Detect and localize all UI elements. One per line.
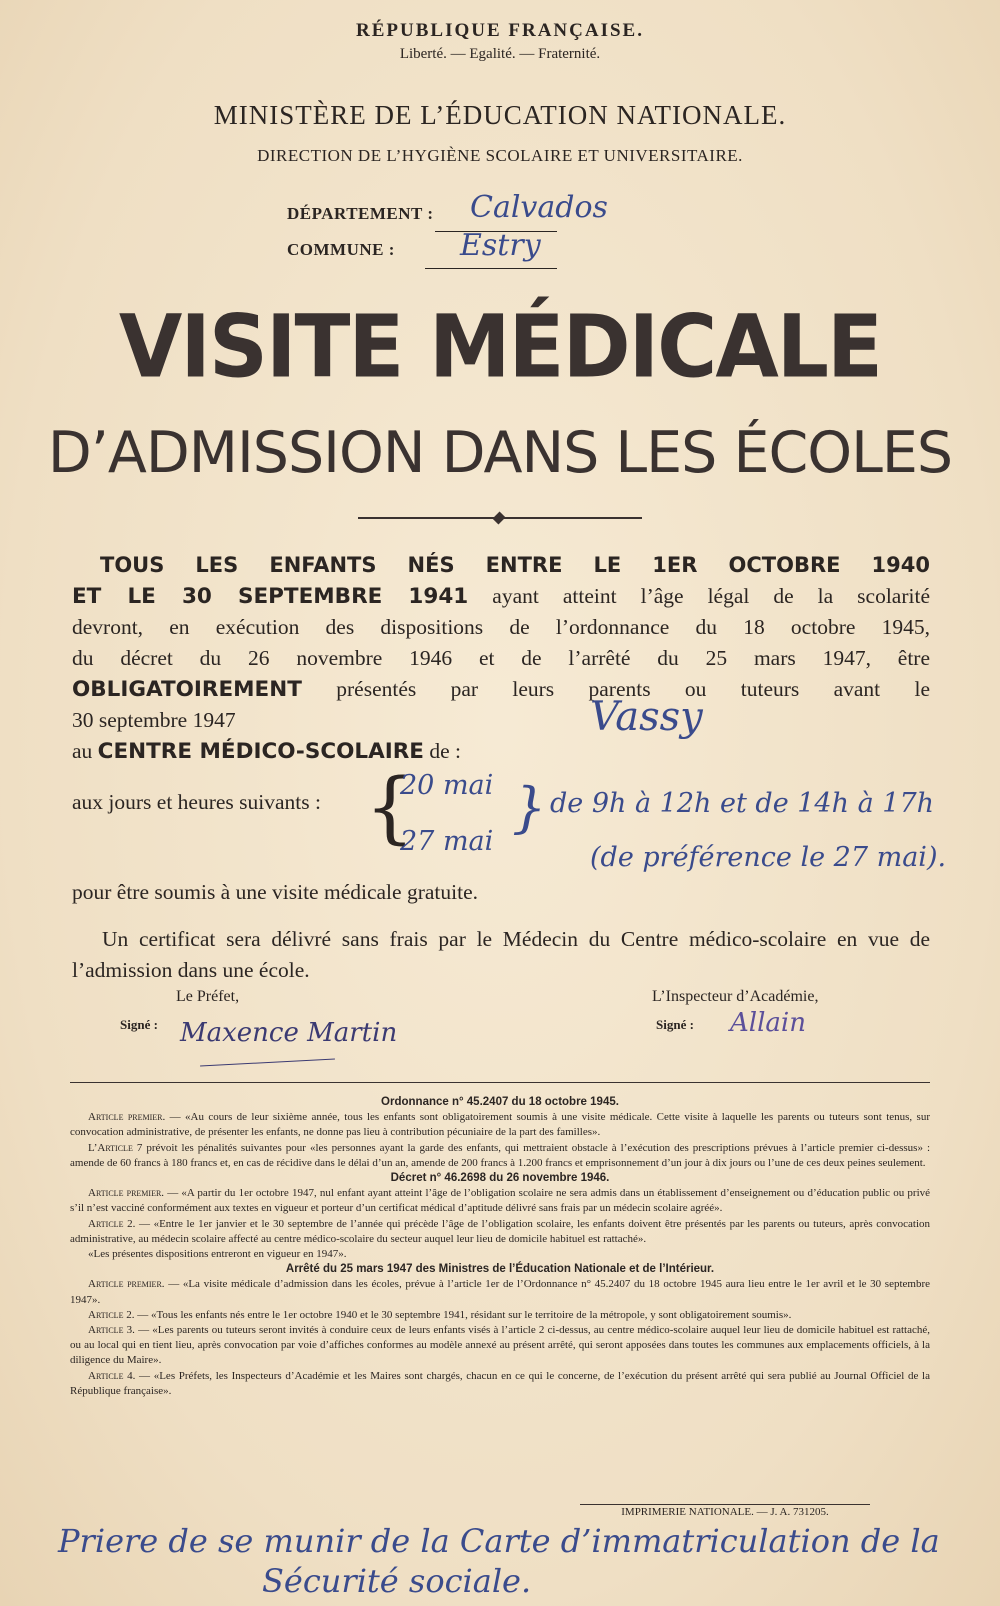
article-text: — «Au cours de leur sixième année, tous les enfants sont obligatoirement soumis à une visite médicale. Cette visite à laquelle les parents ou tuteurs sont tenus, sur convocation administrative, de présenter les enfants, ne donne pas lieu à contribution pécuniaire de la part des familles». [70,1111,930,1139]
imprint-rule [580,1504,870,1505]
arrete-article-3 [70,1323,930,1369]
centre-prefix: au [72,739,93,763]
direction-heading: DIRECTION DE L’HYGIÈNE SCOLAIRE ET UNIVERSITAIRE. [257,146,743,165]
day-2: 27 mai [400,826,494,857]
departement-value: Calvados [470,190,608,225]
commune-value: Estry [460,228,541,263]
notice-line-3: devront, en exécution des dispositions de l’ordonnance du 18 octobre 1945, [72,615,930,639]
ordonnance-article-7 [70,1141,930,1171]
ordonnance-title: Ordonnance n° 45.2407 du 18 octobre 1945. [381,1096,619,1108]
footnote-line-1: Priere de se munir de la Carte d’immatriculation de la [58,1522,940,1560]
decret-note: «Les présentes dispositions entreront en vigueur en 1947». [88,1248,347,1261]
purpose-line: pour être soumis à une visite médicale gratuite. [72,880,478,904]
article-label: Article 4. [88,1369,136,1382]
article-text: — «A partir du 1er octobre 1947, nul enfant ayant atteint l’âge de l’obligation scolaire ne sera admis dans un établissement d’enseignement ou d’éducation public ou privé s’il n’est vacciné conformément aux textes en vigueur et porteur d’un certificat médical d’aptitude délivré sans frais par un médecin scolaire agréé». [70,1187,931,1215]
article-text: — «Les Préfets, les Inspecteurs d’Académie et les Maires sont chargés, chacun en ce qui le concerne, de l’exécution du présent arrêté qui sera publié au Journal Officiel de la République française». [70,1369,930,1397]
arrete-article-2 [70,1308,930,1323]
prefet-title: Le Préfet, [176,988,240,1005]
centre-line [72,736,930,767]
imprint: IMPRIMERIE NATIONALE. — J. A. 731205. [621,1506,829,1518]
day-1: 20 mai [400,770,494,801]
decret-article-2 [70,1217,930,1247]
preference: (de préférence le 27 mai). [590,842,947,873]
inspecteur-title: L’Inspecteur d’Académie, [652,988,819,1005]
article-text: 7 prévoit les pénalités suivantes pour «les personnes ayant la garde des enfants, qui mettraient obstacle à l’exécution des prescriptions prévues à l’article premier ci-dessus» : amende de 60 francs à 180 francs et, en cas de récidive dans le délai d’un an, amende de 200 francs à 1.200 francs et emprisonnement d’un jour à dix jours ou l’une de ces deux peines seulement. [70,1141,931,1169]
obligatoirement-bold: OBLIGATOIREMENT [72,677,302,702]
centre-value: Vassy [590,694,703,740]
notice-dates-bold: ET LE 30 SEPTEMBRE 1941 [72,584,469,609]
legal-separator [70,1082,930,1083]
arrete-article-4 [70,1369,930,1399]
prefet-signed-label: Signé : [120,1017,158,1032]
sub-title: D’ADMISSION DANS LES ÉCOLES [47,420,953,486]
certificate-text: Un certificat sera délivré sans frais par le Médecin du Centre médico-scolaire en vue de l’admission dans une école. [72,927,930,982]
notice-line-5 [72,674,930,705]
article-label: Article 2. [88,1308,135,1321]
article-label: Article premier. [88,1278,165,1291]
motto: Liberté. — Egalité. — Fraternité. [399,46,601,62]
commune-underline [425,268,557,269]
hours: de 9h à 12h et de 14h à 17h [550,788,935,819]
article-label: L’Article [88,1141,133,1154]
article-text: — «Les parents ou tuteurs seront invités à conduire ceux de leurs enfants visés à l’article 2 ci-dessus, au centre médico-scolaire auquel leur lieu de domicile habituel est rattaché, ou au local qui en tient lieu, après convocation par voie d’affiches conformes au modèle annexé au présent arrêté, qui seront apposées dans toutes les communes aux emplacements officiels, à la diligence du Maire». [70,1324,931,1367]
prefet-signature-flourish [200,1058,335,1066]
notice-body [72,550,930,767]
article-label: Article premier. [88,1187,165,1200]
prefet-signature: Maxence Martin [180,1018,398,1048]
centre-bold: CENTRE MÉDICO-SCOLAIRE [97,739,424,764]
footnote-line-2: Sécurité sociale. [262,1562,532,1600]
article-label: Article 2. [88,1217,136,1230]
article-text: — «La visite médicale d’admission dans les écoles, prévue à l’article 1er de l’Ordonnance n° 45.2407 du 18 octobre 1945 aura lieu entre le 1er avril et le 30 septembre 1947». [70,1278,931,1306]
ordonnance-article-1 [70,1110,930,1140]
article-text: — «Entre le 1er janvier et le 30 septembre de l’année qui précède l’âge de l’obligation scolaire, les enfants doivent être présentés par les parents ou tuteurs, après convocation administrative, au médecin scolaire affecté au centre médico-scolaire du secteur auquel leur lieu de domicile habituel est rattaché». [70,1217,930,1245]
inspecteur-signature: Allain [730,1008,806,1038]
notice-line-2 [72,581,930,612]
days-label: aux jours et heures suivants : [72,790,321,814]
days-brace-close: } [512,776,547,839]
decret-title: Décret n° 46.2698 du 26 novembre 1946. [390,1172,610,1185]
main-title: VISITE MÉDICALE [118,297,882,398]
arrete-title: Arrêté du 25 mars 1947 des Ministres de l’Éducation Nationale et de l’Intérieur. [285,1263,715,1276]
ministry-heading: MINISTÈRE DE L’ÉDUCATION NATIONALE. [213,100,787,130]
ornament-diamond [492,511,505,524]
republic-heading: RÉPUBLIQUE FRANÇAISE. [356,20,644,41]
departement-label: DÉPARTEMENT : [287,204,434,223]
notice-line-6: 30 septembre 1947 [72,708,236,732]
arrete-article-1 [70,1277,930,1307]
notice-line-5-rest: présentés par leurs parents ou tuteurs avant le [336,677,931,701]
notice-line-4: du décret du 26 novembre 1946 et de l’arrêté du 25 mars 1947, être [72,646,930,670]
legal-texts [70,1095,930,1399]
notice-line-1: TOUS LES ENFANTS NÉS ENTRE LE 1ER OCTOBRE 1940 [100,553,930,577]
notice-line-2-rest: ayant atteint l’âge légal de la scolarité [492,584,931,608]
article-label: Article 3. [88,1324,135,1337]
commune-label: COMMUNE : [287,240,395,259]
article-label: Article premier. [88,1111,166,1124]
days-brace: { [365,763,415,853]
article-text: — «Tous les enfants nés entre le 1er octobre 1940 et le 30 septembre 1941, résidant sur le territoire de la métropole, y sont obligatoirement soumis». [137,1308,792,1321]
decret-article-1 [70,1186,930,1216]
inspecteur-signed-label: Signé : [656,1017,694,1032]
centre-suffix: de : [429,739,461,763]
